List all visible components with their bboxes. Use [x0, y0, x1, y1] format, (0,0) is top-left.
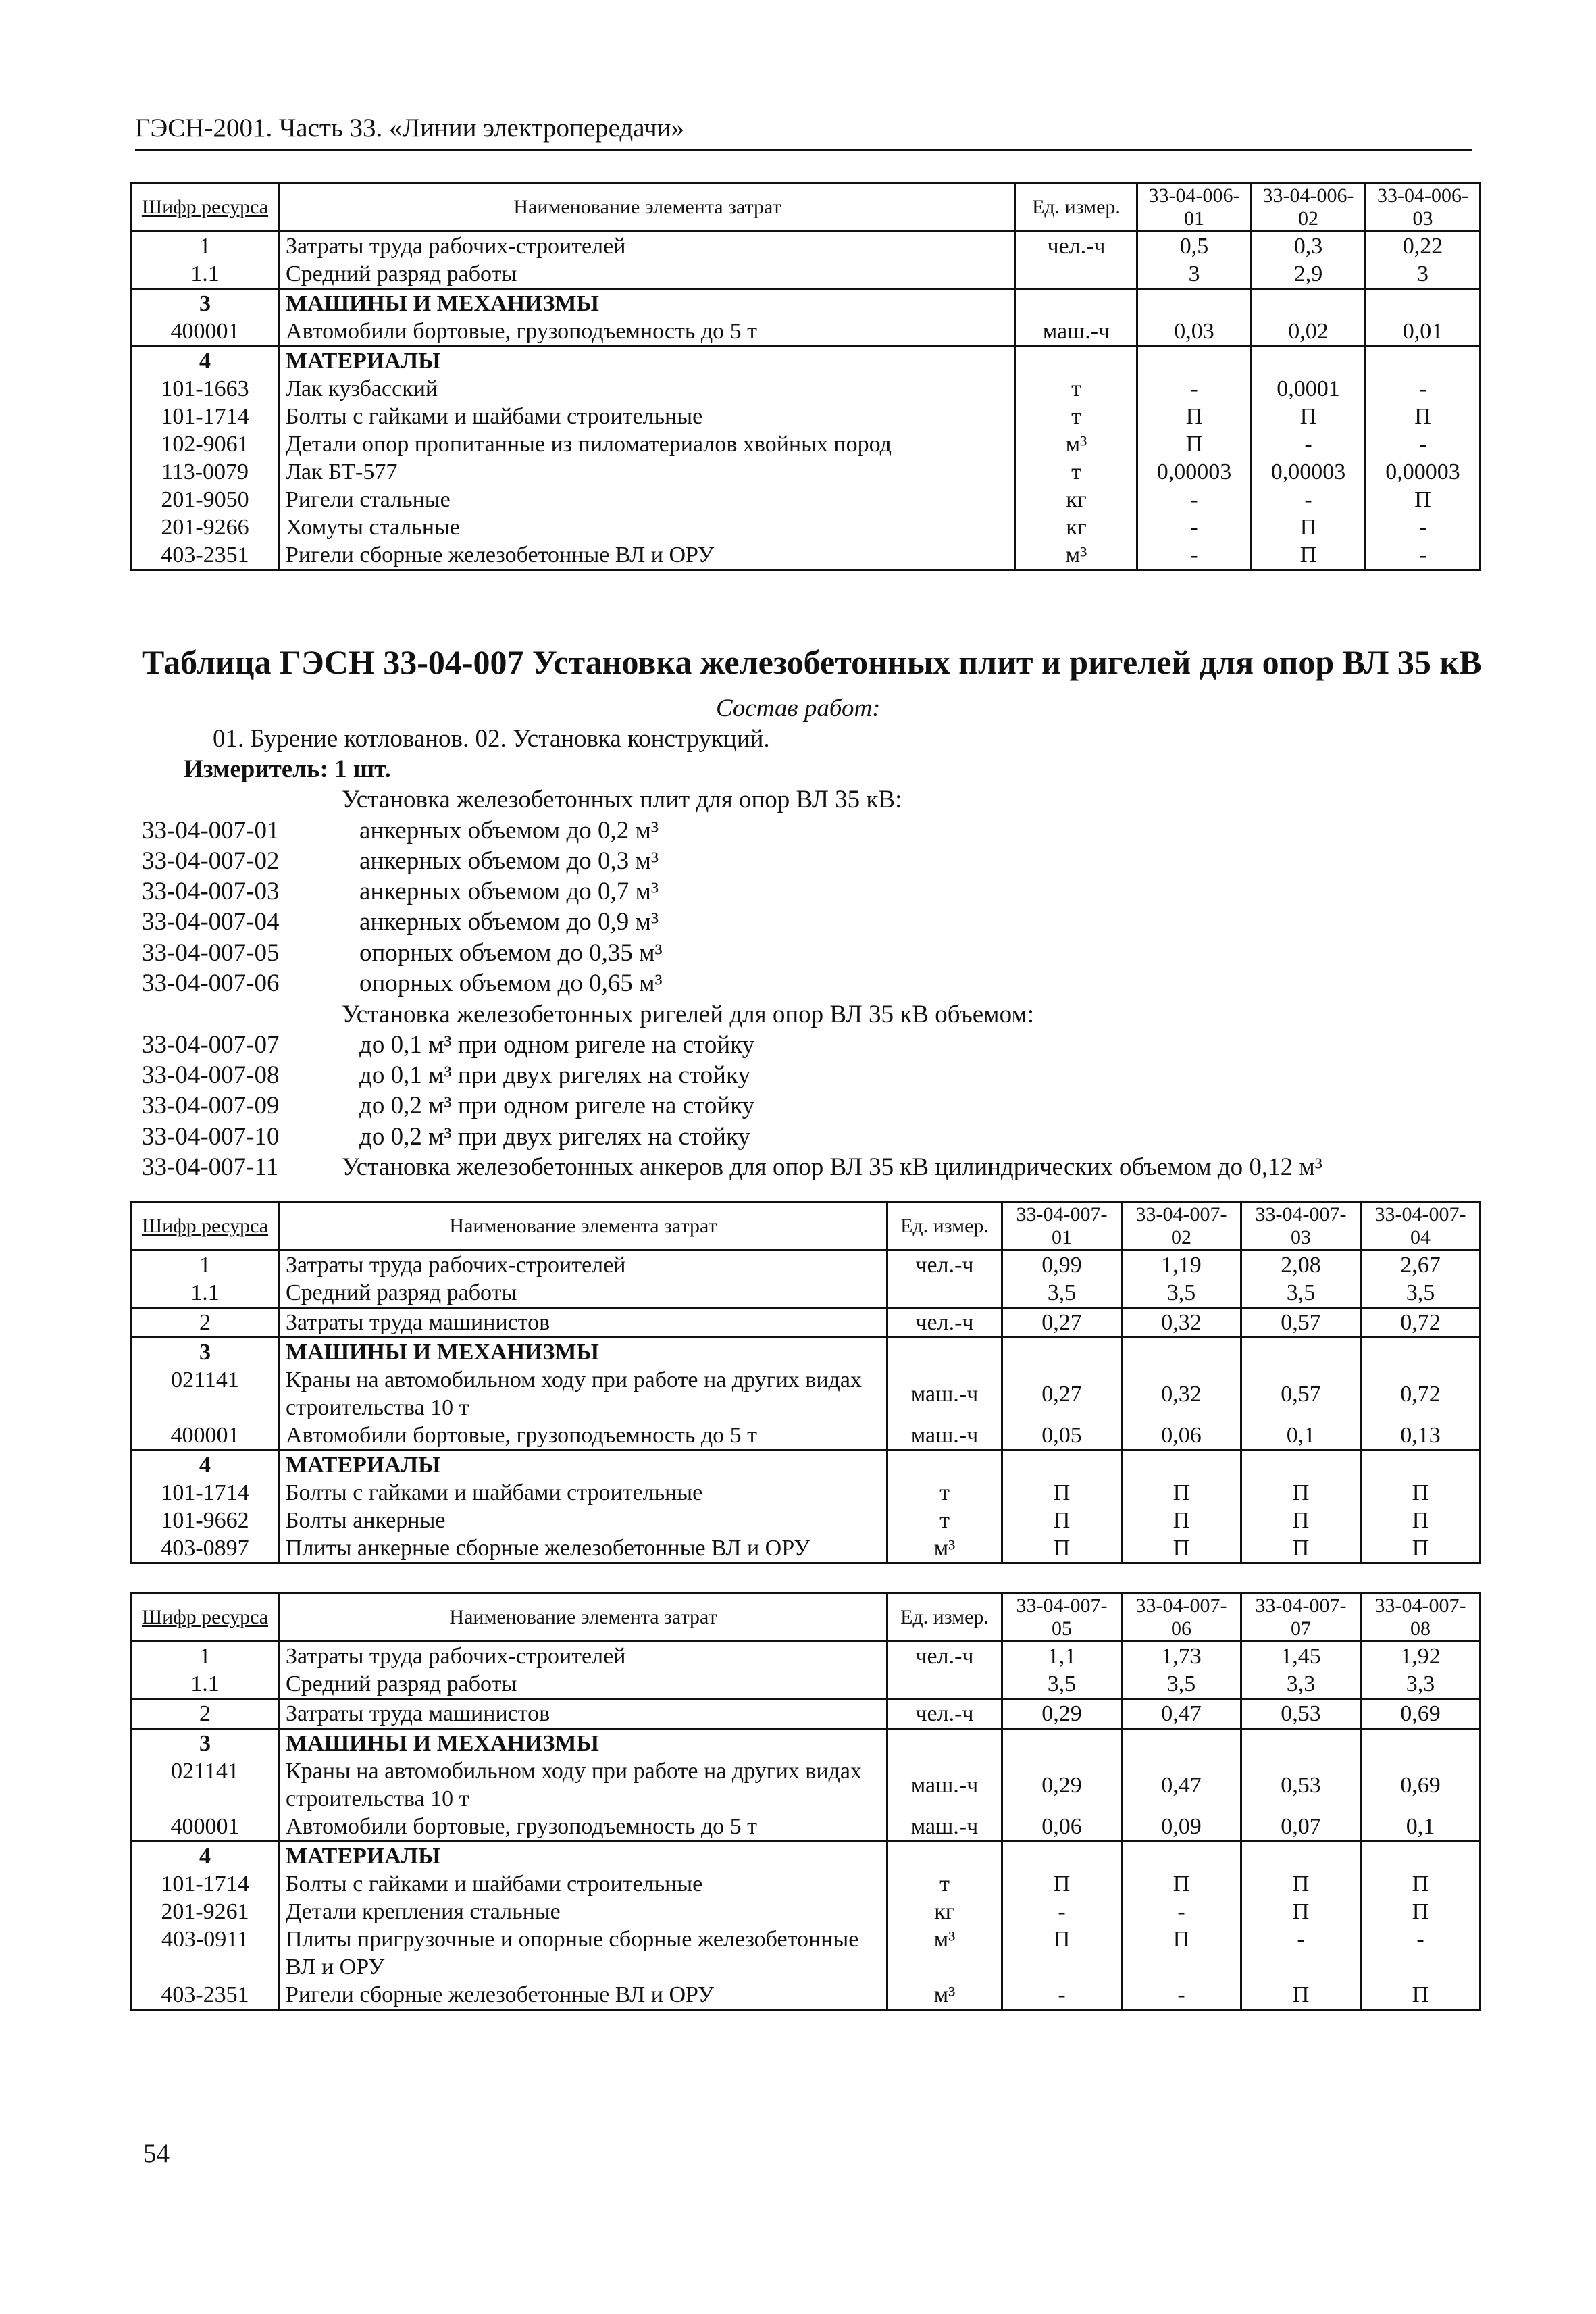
- cell-value: П: [1252, 403, 1366, 430]
- cell-code: 3: [131, 289, 280, 318]
- cell-value: П: [1122, 1926, 1241, 1981]
- cell-value: 1,19: [1122, 1251, 1241, 1280]
- cell-code: 101-9662: [131, 1507, 280, 1534]
- norm-description: анкерных объемом до 0,2 м³: [359, 817, 659, 845]
- resource-table-007-a: [130, 1201, 1481, 1564]
- norm-description: анкерных объемом до 0,3 м³: [359, 847, 659, 875]
- resource-table-007-b: [130, 1592, 1481, 2011]
- cell-value: -: [1002, 1898, 1122, 1926]
- norm-code: 33-04-007-06: [142, 970, 280, 997]
- header-unit: Ед. измер.: [887, 1594, 1002, 1642]
- header-norm-code: 33-04-007-07: [1241, 1594, 1361, 1642]
- norm-description: анкерных объемом до 0,9 м³: [359, 908, 659, 936]
- cell-value: П: [1361, 1870, 1481, 1898]
- cell-value: [1122, 1842, 1241, 1871]
- cell-name: Автомобили бортовые, грузоподъемность до 5 т: [280, 1813, 887, 1842]
- cell-value: [1137, 347, 1252, 376]
- cell-name: Детали крепления стальные: [280, 1898, 887, 1926]
- cell-value: 0,09: [1122, 1813, 1241, 1842]
- cell-value: 3,5: [1002, 1670, 1122, 1699]
- cell-value: [1122, 1729, 1241, 1758]
- cell-value: -: [1252, 430, 1366, 458]
- cell-value: П: [1002, 1870, 1122, 1898]
- cell-value: 1,45: [1241, 1642, 1361, 1671]
- cell-value: 2,9: [1252, 260, 1366, 289]
- meter-label: Измеритель: 1 шт.: [184, 755, 391, 783]
- cell-code: 403-0897: [131, 1534, 280, 1563]
- cell-unit: чел.-ч: [887, 1642, 1002, 1671]
- norm-description: анкерных объемом до 0,7 м³: [359, 878, 659, 905]
- cell-value: 3,5: [1122, 1670, 1241, 1699]
- cell-value: [1252, 347, 1366, 376]
- cell-value: [1361, 1842, 1481, 1871]
- cell-unit: кг: [887, 1898, 1002, 1926]
- section-materials: МАТЕРИАЛЫ: [280, 347, 1016, 376]
- cell-code: 1: [131, 1642, 280, 1671]
- cell-code: 400001: [131, 318, 280, 347]
- cell-value: 1,73: [1122, 1642, 1241, 1671]
- cell-value: П: [1241, 1479, 1361, 1507]
- cell-value: 0,69: [1361, 1699, 1481, 1729]
- norm-code: 33-04-007-08: [142, 1061, 280, 1089]
- cell-name: Средний разряд работы: [280, 1670, 887, 1699]
- cell-code: 201-9266: [131, 513, 280, 541]
- cell-unit: [887, 1279, 1002, 1308]
- cell-value: -: [1366, 541, 1481, 570]
- norm-code: 33-04-007-05: [142, 939, 280, 967]
- cell-value: 0,47: [1122, 1699, 1241, 1729]
- cell-name: Хомуты стальные: [280, 513, 1016, 541]
- cell-value: 0,06: [1002, 1813, 1122, 1842]
- cell-value: -: [1241, 1926, 1361, 1981]
- cell-unit: т: [887, 1507, 1002, 1534]
- cell-value: 0,0001: [1252, 375, 1366, 403]
- page-number: 54: [143, 2139, 170, 2168]
- cell-value: 0,03: [1137, 318, 1252, 347]
- cell-value: [1241, 1729, 1361, 1758]
- cell-code: 201-9261: [131, 1898, 280, 1926]
- cell-value: 3,5: [1361, 1279, 1481, 1308]
- cell-code: 1: [131, 1251, 280, 1280]
- norm-code: 33-04-007-03: [142, 878, 280, 905]
- header-norm-code: 33-04-007-04: [1361, 1203, 1481, 1251]
- cell-unit: маш.-ч: [887, 1422, 1002, 1451]
- cell-unit: [887, 1842, 1002, 1871]
- work-composition: 01. Бурение котлованов. 02. Установка конструкций.: [213, 725, 770, 753]
- cell-value: [1366, 289, 1481, 318]
- cell-value: П: [1137, 403, 1252, 430]
- cell-name: Плиты анкерные сборные железобетонные ВЛ и ОРУ: [280, 1534, 887, 1563]
- cell-code: 1.1: [131, 1670, 280, 1699]
- cell-code: 113-0079: [131, 458, 280, 486]
- cell-value: П: [1002, 1507, 1122, 1534]
- cell-value: 0,3: [1252, 232, 1366, 261]
- cell-value: [1137, 289, 1252, 318]
- cell-value: 0,1: [1241, 1422, 1361, 1451]
- cell-value: 0,29: [1002, 1699, 1122, 1729]
- cell-code: 4: [131, 1451, 280, 1480]
- cell-unit: маш.-ч: [887, 1813, 1002, 1842]
- cell-code: 400001: [131, 1813, 280, 1842]
- cell-name: Затраты труда машинистов: [280, 1699, 887, 1729]
- cell-value: П: [1361, 1898, 1481, 1926]
- cell-code: 1.1: [131, 260, 280, 289]
- norm-code: 33-04-007-01: [142, 817, 280, 845]
- header-code: Шифр ресурса: [131, 1203, 280, 1251]
- cell-value: 2,08: [1241, 1251, 1361, 1280]
- cell-value: П: [1361, 1479, 1481, 1507]
- cell-code: 101-1714: [131, 403, 280, 430]
- cell-value: 0,00003: [1137, 458, 1252, 486]
- cell-value: -: [1137, 486, 1252, 513]
- cell-value: 0,72: [1361, 1366, 1481, 1422]
- cell-value: -: [1366, 375, 1481, 403]
- cell-name: Затраты труда рабочих-строителей: [280, 1642, 887, 1671]
- header-norm-code: 33-04-006-01: [1137, 184, 1252, 232]
- norm-code: 33-04-007-07: [142, 1031, 280, 1059]
- cell-unit: чел.-ч: [887, 1251, 1002, 1280]
- cell-value: 0,27: [1002, 1366, 1122, 1422]
- cell-value: 0,1: [1361, 1813, 1481, 1842]
- cell-value: -: [1361, 1926, 1481, 1981]
- header-name: Наименование элемента затрат: [280, 1203, 887, 1251]
- cell-value: [1361, 1451, 1481, 1480]
- cell-code: 403-0911: [131, 1926, 280, 1981]
- cell-value: 1,1: [1002, 1642, 1122, 1671]
- header-unit: Ед. измер.: [887, 1203, 1002, 1251]
- cell-value: П: [1366, 486, 1481, 513]
- cell-value: 0,22: [1366, 232, 1481, 261]
- cell-unit: т: [887, 1479, 1002, 1507]
- header-norm-code: 33-04-007-03: [1241, 1203, 1361, 1251]
- cell-name: Краны на автомобильном ходу при работе на других видах строительства 10 т: [280, 1757, 887, 1813]
- cell-value: [1252, 289, 1366, 318]
- cell-unit: чел.-ч: [887, 1699, 1002, 1729]
- cell-value: 0,05: [1002, 1422, 1122, 1451]
- section-machines: МАШИНЫ И МЕХАНИЗМЫ: [280, 1338, 887, 1367]
- cell-code: 4: [131, 347, 280, 376]
- cell-code: 101-1714: [131, 1870, 280, 1898]
- header-norm-code: 33-04-006-03: [1366, 184, 1481, 232]
- page-header: ГЭСН-2001. Часть 33. «Линии электропередачи»: [135, 112, 1472, 151]
- norm-code: 33-04-007-02: [142, 847, 280, 875]
- cell-value: 3: [1137, 260, 1252, 289]
- cell-value: П: [1252, 513, 1366, 541]
- cell-value: 0,06: [1122, 1422, 1241, 1451]
- norm-description: до 0,2 м³ при одном ригеле на стойку: [359, 1092, 755, 1120]
- section-machines: МАШИНЫ И МЕХАНИЗМЫ: [280, 289, 1016, 318]
- cell-name: Краны на автомобильном ходу при работе на других видах строительства 10 т: [280, 1366, 887, 1422]
- cell-value: П: [1361, 1981, 1481, 2010]
- cell-value: 3: [1366, 260, 1481, 289]
- cell-value: -: [1366, 430, 1481, 458]
- header-code: Шифр ресурса: [131, 1594, 280, 1642]
- cell-unit: т: [1016, 458, 1137, 486]
- header-norm-code: 33-04-007-02: [1122, 1203, 1241, 1251]
- header-norm-code: 33-04-006-02: [1252, 184, 1366, 232]
- section-materials: МАТЕРИАЛЫ: [280, 1842, 887, 1871]
- header-norm-code: 33-04-007-05: [1002, 1594, 1122, 1642]
- cell-value: П: [1241, 1898, 1361, 1926]
- cell-value: 0,00003: [1366, 458, 1481, 486]
- cell-name: Автомобили бортовые, грузоподъемность до 5 т: [280, 1422, 887, 1451]
- cell-value: [1361, 1338, 1481, 1367]
- norm-description: опорных объемом до 0,65 м³: [359, 970, 663, 997]
- cell-unit: [887, 1451, 1002, 1480]
- cell-code: 2: [131, 1308, 280, 1338]
- section-materials: МАТЕРИАЛЫ: [280, 1451, 887, 1480]
- cell-value: [1002, 1451, 1122, 1480]
- cell-unit: [887, 1729, 1002, 1758]
- cell-value: П: [1122, 1870, 1241, 1898]
- cell-value: П: [1122, 1479, 1241, 1507]
- cell-name: Болты с гайками и шайбами строительные: [280, 403, 1016, 430]
- cell-value: 0,72: [1361, 1308, 1481, 1338]
- cell-unit: маш.-ч: [887, 1757, 1002, 1813]
- cell-name: Лак кузбасский: [280, 375, 1016, 403]
- cell-value: 0,32: [1122, 1366, 1241, 1422]
- cell-code: 4: [131, 1842, 280, 1871]
- cell-value: 0,29: [1002, 1757, 1122, 1813]
- cell-value: 0,53: [1241, 1699, 1361, 1729]
- cell-name: Болты анкерные: [280, 1507, 887, 1534]
- cell-code: 403-2351: [131, 1981, 280, 2010]
- cell-value: 0,47: [1122, 1757, 1241, 1813]
- cell-name: Средний разряд работы: [280, 260, 1016, 289]
- norm-code: 33-04-007-10: [142, 1123, 280, 1151]
- cell-value: [1122, 1338, 1241, 1367]
- cell-value: [1241, 1338, 1361, 1367]
- cell-value: 0,5: [1137, 232, 1252, 261]
- header-unit: Ед. измер.: [1016, 184, 1137, 232]
- cell-value: 0,01: [1366, 318, 1481, 347]
- cell-value: П: [1241, 1870, 1361, 1898]
- header-norm-code: 33-04-007-06: [1122, 1594, 1241, 1642]
- cell-value: -: [1137, 513, 1252, 541]
- cell-value: -: [1122, 1981, 1241, 2010]
- cell-unit: кг: [1016, 486, 1137, 513]
- cell-value: [1241, 1451, 1361, 1480]
- cell-value: П: [1122, 1507, 1241, 1534]
- header-name: Наименование элемента затрат: [280, 184, 1016, 232]
- cell-value: 3,5: [1002, 1279, 1122, 1308]
- cell-value: [1366, 347, 1481, 376]
- cell-code: 102-9061: [131, 430, 280, 458]
- cell-value: [1241, 1842, 1361, 1871]
- cell-name: Ригели сборные железобетонные ВЛ и ОРУ: [280, 1981, 887, 2010]
- cell-value: 0,07: [1241, 1813, 1361, 1842]
- cell-value: П: [1366, 403, 1481, 430]
- section-machines: МАШИНЫ И МЕХАНИЗМЫ: [280, 1729, 887, 1758]
- cell-value: 1,92: [1361, 1642, 1481, 1671]
- cell-value: -: [1252, 486, 1366, 513]
- cell-unit: м³: [887, 1926, 1002, 1981]
- cell-unit: кг: [1016, 513, 1137, 541]
- cell-value: -: [1122, 1898, 1241, 1926]
- table-title: Таблица ГЭСН 33-04-007 Установка железобетонных плит и ригелей для опор ВЛ 35 кВ: [142, 643, 1482, 681]
- group-heading-crossbars: Установка железобетонных ригелей для опор ВЛ 35 кВ объемом:: [342, 1001, 1035, 1028]
- cell-unit: т: [1016, 403, 1137, 430]
- cell-code: 101-1714: [131, 1479, 280, 1507]
- header-code: Шифр ресурса: [131, 184, 280, 232]
- cell-value: -: [1137, 541, 1252, 570]
- cell-name: Ригели стальные: [280, 486, 1016, 513]
- cell-unit: [1016, 260, 1137, 289]
- cell-code: 2: [131, 1699, 280, 1729]
- cell-unit: маш.-ч: [1016, 318, 1137, 347]
- cell-name: Затраты труда рабочих-строителей: [280, 232, 1016, 261]
- cell-value: П: [1241, 1981, 1361, 2010]
- cell-code: 201-9050: [131, 486, 280, 513]
- cell-value: -: [1137, 375, 1252, 403]
- cell-value: П: [1002, 1479, 1122, 1507]
- norm-code: 33-04-007-11: [142, 1153, 279, 1181]
- norm-description: до 0,1 м³ при одном ригеле на стойку: [359, 1031, 755, 1059]
- cell-code: 403-2351: [131, 541, 280, 570]
- cell-value: 0,13: [1361, 1422, 1481, 1451]
- cell-unit: маш.-ч: [887, 1366, 1002, 1422]
- cell-unit: м³: [1016, 430, 1137, 458]
- cell-value: 3,5: [1122, 1279, 1241, 1308]
- resource-table-006: [130, 182, 1481, 571]
- cell-unit: [887, 1670, 1002, 1699]
- header-norm-code: 33-04-007-08: [1361, 1594, 1481, 1642]
- cell-code: 400001: [131, 1422, 280, 1451]
- cell-value: П: [1002, 1926, 1122, 1981]
- norm-description: опорных объемом до 0,35 м³: [359, 939, 663, 967]
- work-composition-heading: Состав работ:: [716, 695, 881, 722]
- cell-value: П: [1137, 430, 1252, 458]
- cell-code: 3: [131, 1338, 280, 1367]
- cell-value: 0,27: [1002, 1308, 1122, 1338]
- group-heading-plates: Установка железобетонных плит для опор ВЛ 35 кВ:: [342, 786, 902, 813]
- cell-value: 0,53: [1241, 1757, 1361, 1813]
- cell-value: 0,57: [1241, 1308, 1361, 1338]
- cell-name: Затраты труда машинистов: [280, 1308, 887, 1338]
- cell-name: Болты с гайками и шайбами строительные: [280, 1479, 887, 1507]
- cell-unit: м³: [887, 1981, 1002, 2010]
- cell-value: П: [1241, 1534, 1361, 1563]
- cell-code: 3: [131, 1729, 280, 1758]
- cell-name: Ригели сборные железобетонные ВЛ и ОРУ: [280, 541, 1016, 570]
- cell-value: [1002, 1729, 1122, 1758]
- cell-value: 3,5: [1241, 1279, 1361, 1308]
- cell-value: П: [1241, 1507, 1361, 1534]
- cell-code: 021141: [131, 1366, 280, 1422]
- cell-name: Детали опор пропитанные из пиломатериалов хвойных пород: [280, 430, 1016, 458]
- cell-code: 021141: [131, 1757, 280, 1813]
- cell-code: 1.1: [131, 1279, 280, 1308]
- cell-unit: чел.-ч: [887, 1308, 1002, 1338]
- cell-value: 0,00003: [1252, 458, 1366, 486]
- header-name: Наименование элемента затрат: [280, 1594, 887, 1642]
- norm-description: Установка железобетонных анкеров для опор ВЛ 35 кВ цилиндрических объемом до 0,12 м³: [342, 1153, 1322, 1181]
- norm-code: 33-04-007-04: [142, 908, 280, 936]
- cell-value: [1122, 1451, 1241, 1480]
- cell-value: 0,02: [1252, 318, 1366, 347]
- header-norm-code: 33-04-007-01: [1002, 1203, 1122, 1251]
- cell-code: 1: [131, 232, 280, 261]
- cell-name: Автомобили бортовые, грузоподъемность до 5 т: [280, 318, 1016, 347]
- cell-name: Плиты пригрузочные и опорные сборные железобетонные ВЛ и ОРУ: [280, 1926, 887, 1981]
- cell-unit: [1016, 289, 1137, 318]
- cell-value: 0,99: [1002, 1251, 1122, 1280]
- cell-unit: т: [1016, 375, 1137, 403]
- cell-unit: чел.-ч: [1016, 232, 1137, 261]
- cell-value: 0,57: [1241, 1366, 1361, 1422]
- cell-value: 3,3: [1241, 1670, 1361, 1699]
- cell-unit: м³: [887, 1534, 1002, 1563]
- cell-name: Средний разряд работы: [280, 1279, 887, 1308]
- cell-value: 0,32: [1122, 1308, 1241, 1338]
- cell-value: [1361, 1729, 1481, 1758]
- cell-value: П: [1361, 1534, 1481, 1563]
- cell-unit: м³: [1016, 541, 1137, 570]
- norm-description: до 0,2 м³ при двух ригелях на стойку: [359, 1123, 750, 1151]
- cell-value: 0,69: [1361, 1757, 1481, 1813]
- cell-value: П: [1252, 541, 1366, 570]
- norm-description: до 0,1 м³ при двух ригелях на стойку: [359, 1061, 750, 1089]
- cell-unit: [1016, 347, 1137, 376]
- cell-unit: т: [887, 1870, 1002, 1898]
- cell-value: П: [1361, 1507, 1481, 1534]
- cell-name: Затраты труда рабочих-строителей: [280, 1251, 887, 1280]
- cell-value: -: [1366, 513, 1481, 541]
- cell-value: [1002, 1338, 1122, 1367]
- cell-value: П: [1002, 1534, 1122, 1563]
- cell-value: П: [1122, 1534, 1241, 1563]
- cell-unit: [887, 1338, 1002, 1367]
- cell-code: 101-1663: [131, 375, 280, 403]
- cell-name: Лак БТ-577: [280, 458, 1016, 486]
- cell-value: [1002, 1842, 1122, 1871]
- norm-code: 33-04-007-09: [142, 1092, 280, 1120]
- cell-name: Болты с гайками и шайбами строительные: [280, 1870, 887, 1898]
- cell-value: 2,67: [1361, 1251, 1481, 1280]
- cell-value: 3,3: [1361, 1670, 1481, 1699]
- cell-value: -: [1002, 1981, 1122, 2010]
